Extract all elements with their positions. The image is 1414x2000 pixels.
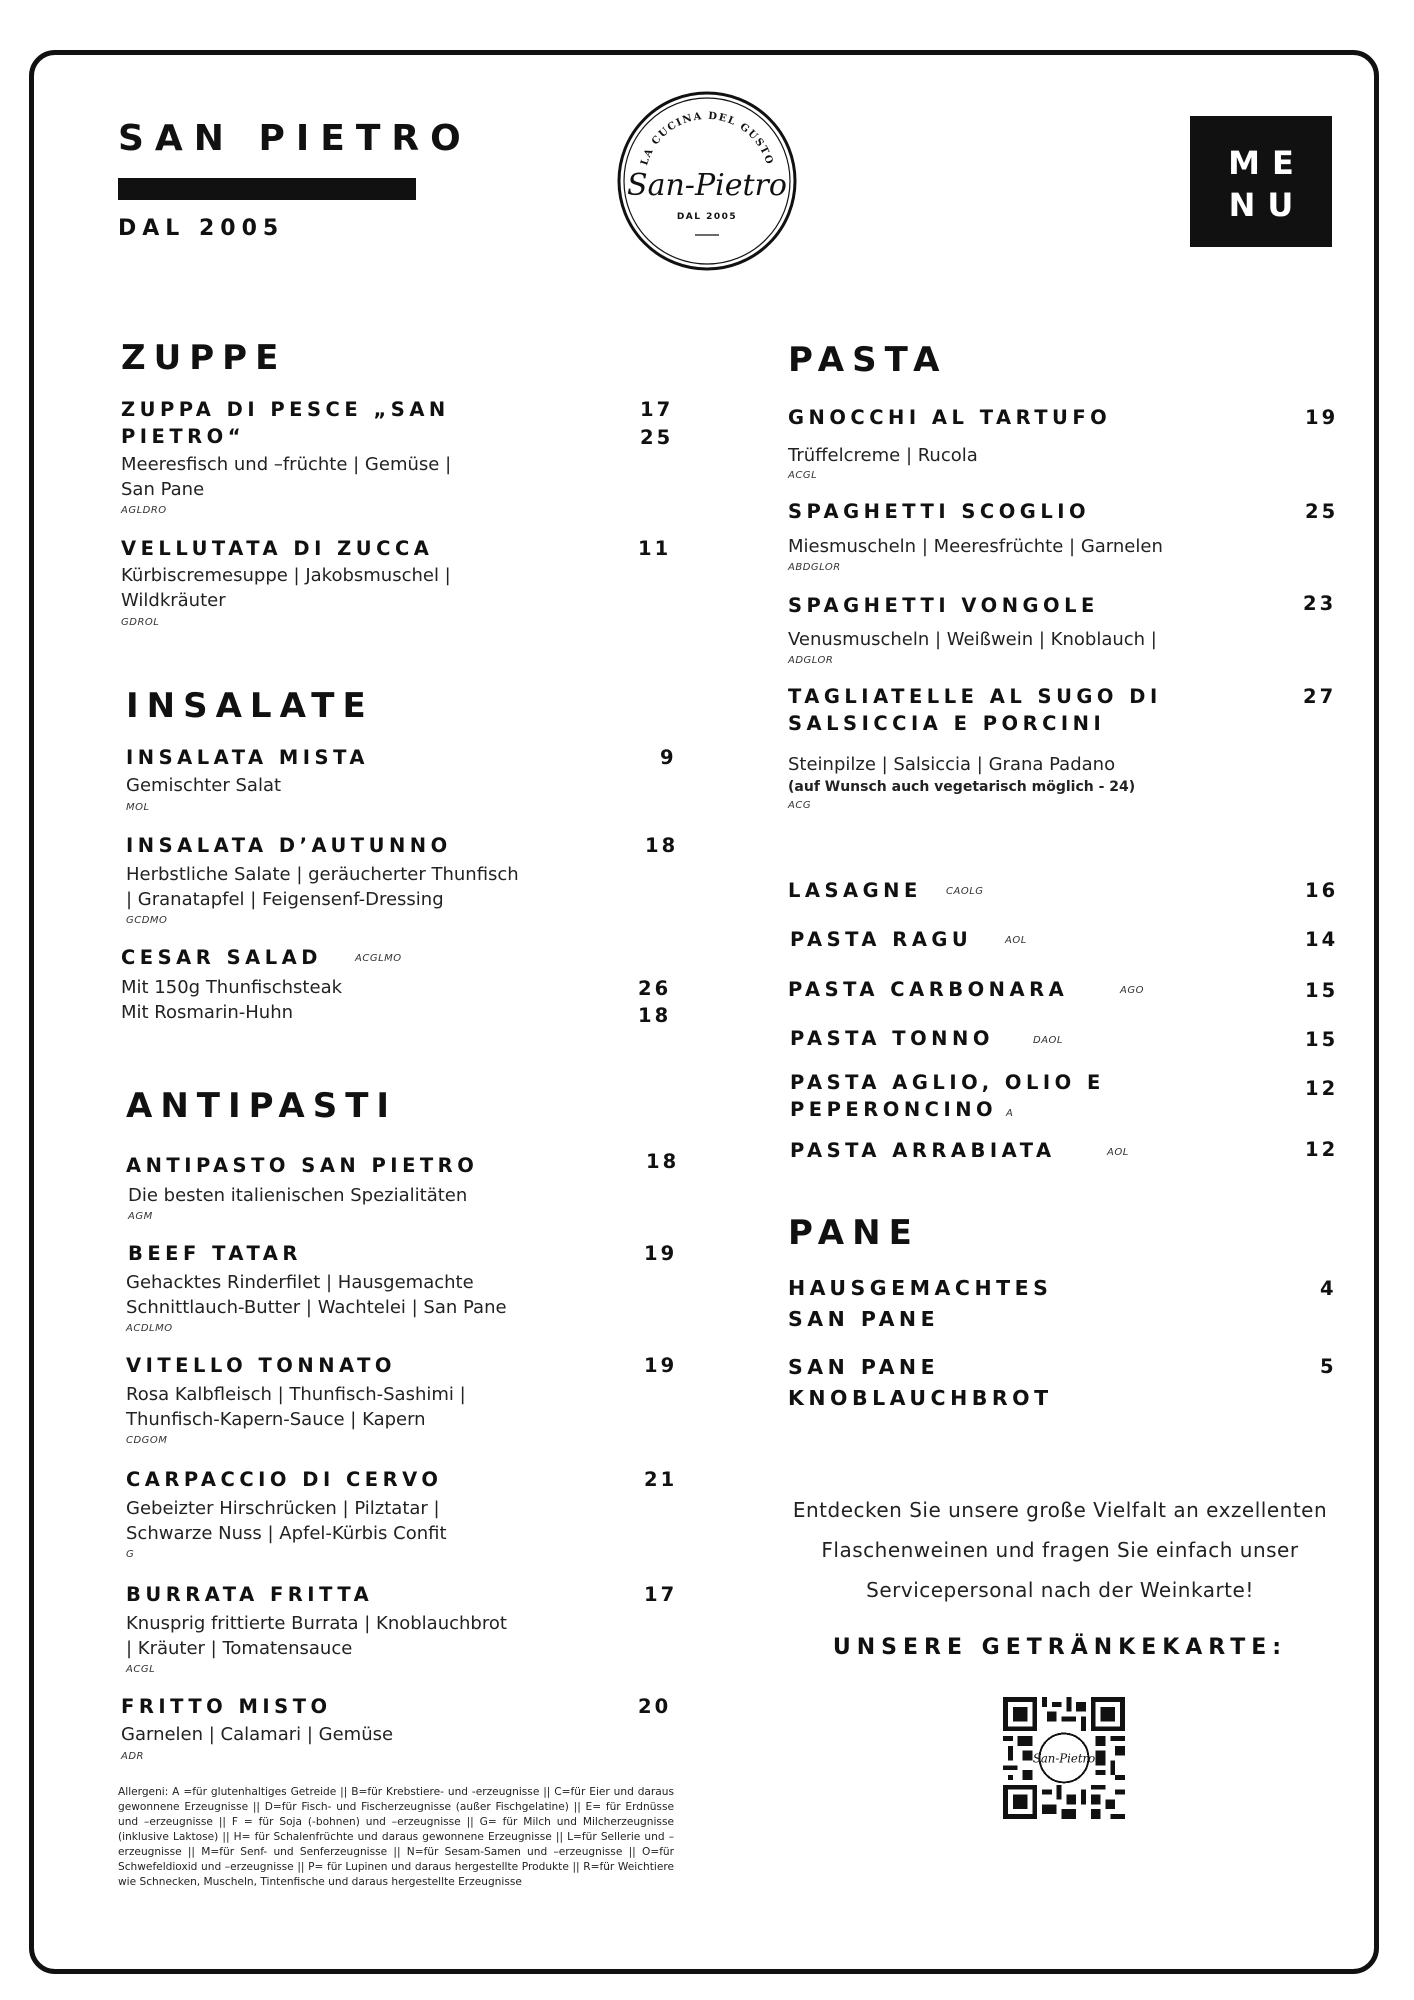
menu-item-name: CARPACCIO DI CERVO (126, 1468, 443, 1491)
menu-item-desc: San Pane (121, 479, 205, 500)
menu-item-allergens: AGLDRO (121, 505, 167, 516)
menu-item-desc: Thunfisch-Kapern-Sauce | Kapern (126, 1409, 426, 1430)
menu-item-price: 21 (644, 1468, 678, 1491)
menu-item-price: 26 (638, 977, 672, 1000)
menu-item-allergens: GCDMO (126, 915, 168, 926)
menu-item-desc: Schnittlauch-Butter | Wachtelei | San Pane (126, 1297, 507, 1318)
allergens-note: Allergeni: A =für glutenhaltiges Getreide || B=für Krebstiere- und -erzeugnisse || C=für Eier und daraus gewonnene Erzeugnisse || D=für Fisch- und Fischerzeugnisse (außer Fischgelatine) || E= für Erdnüsse und –erzeugnisse || F = für Soja (-bohnen) und –erzeugnisse || G= für Milch und Milcherzeugnisse (inklusive Laktose) || H= für Schalenfrüchte und daraus gewonnene Erzeugnisse || L=für Sellerie und –erzeugnisse || M=für Senf- und Senferzeugnisse || N=für Sesam-Samen und –erzeugnisse || O=für Schwefeldioxid und –erzeugnisse || P= für Lupinen und daraus hergestellte Produkte || R=für Weichtiere wie Schnecken, Muscheln, Tintenfische und daraus hergestellte Erzeugnisse (118, 1786, 674, 1888)
menu-item-name: PEPERONCINO (790, 1098, 998, 1121)
menu-item-allergens: ACGL (788, 470, 818, 481)
menu-item-allergens: G (126, 1549, 135, 1560)
menu-item-name: KNOBLAUCHBROT (788, 1386, 1053, 1410)
menu-item-allergens: AGO (1120, 985, 1144, 996)
section-title-antipasti: ANTIPASTI (126, 1086, 398, 1126)
menu-item-allergens: MOL (126, 802, 150, 813)
menu-item-price: 17 (640, 398, 674, 421)
menu-item-allergens: AOL (1107, 1147, 1129, 1158)
menu-item-price: 18 (638, 1004, 672, 1027)
menu-item-desc: Wildkräuter (121, 590, 226, 611)
menu-item-price: 23 (1303, 592, 1337, 615)
menu-item-desc: Venusmuscheln | Weißwein | Knoblauch | (788, 629, 1157, 650)
menu-item-price: 27 (1303, 685, 1337, 708)
menu-item-desc: Miesmuscheln | Meeresfrüchte | Garnelen (788, 536, 1163, 557)
menu-item-price: 14 (1305, 928, 1339, 951)
menu-item-desc: Gehacktes Rinderfilet | Hausgemachte (126, 1272, 474, 1293)
menu-item-name: INSALATA MISTA (126, 746, 369, 769)
menu-item-option: Mit Rosmarin-Huhn (121, 1002, 294, 1023)
menu-item-desc: Gebeizter Hirschrücken | Pilztatar | (126, 1498, 440, 1519)
logo-since: DAL 2005 (676, 212, 738, 222)
menu-item-name: SALSICCIA E PORCINI (788, 712, 1106, 735)
menu-item-price: 11 (638, 537, 672, 560)
menu-item-name: VITELLO TONNATO (126, 1354, 396, 1377)
menu-item-name: ANTIPASTO SAN PIETRO (126, 1154, 479, 1177)
menu-item-name: GNOCCHI AL TARTUFO (788, 406, 1112, 429)
menu-item-price: 19 (644, 1242, 678, 1265)
wine-info-text (780, 1490, 1340, 1610)
menu-item-price: 4 (1320, 1277, 1337, 1300)
menu-item-allergens: A (1006, 1108, 1014, 1119)
menu-badge (1190, 116, 1332, 247)
menu-item-allergens: DAOL (1033, 1035, 1063, 1046)
menu-item-price: 16 (1305, 879, 1339, 902)
section-title-pasta: PASTA (788, 340, 948, 380)
menu-label-line2: NU (1228, 186, 1306, 224)
section-title-insalate: INSALATE (126, 686, 374, 726)
menu-item-price: 25 (1305, 500, 1339, 523)
menu-item-allergens: ACDLMO (126, 1323, 173, 1334)
menu-item-name: PASTA AGLIO, OLIO E (790, 1071, 1105, 1094)
menu-item-desc: Meeresfisch und –früchte | Gemüse | (121, 454, 452, 475)
menu-item-name: INSALATA D’AUTUNNO (126, 834, 452, 857)
menu-item-option: Mit 150g Thunfischsteak (121, 977, 343, 998)
drinks-menu-qr-code[interactable] (1003, 1697, 1125, 1819)
menu-item-price: 18 (645, 834, 679, 857)
menu-item-name: PIETRO“ (121, 425, 246, 448)
restaurant-name: SAN PIETRO (118, 118, 472, 159)
menu-item-price: 18 (646, 1150, 680, 1173)
menu-item-desc: Herbstliche Salate | geräucherter Thunfisch (126, 864, 519, 885)
menu-item-allergens: ABDGLOR (788, 562, 841, 573)
since-label: DAL 2005 (118, 216, 285, 241)
section-title-zuppe: ZUPPE (121, 338, 287, 378)
menu-item-name: BURRATA FRITTA (126, 1583, 374, 1606)
menu-item-name: SPAGHETTI SCOGLIO (788, 500, 1091, 523)
menu-item-allergens: AGM (128, 1211, 153, 1222)
menu-item-name: HAUSGEMACHTES (788, 1276, 1053, 1300)
menu-item-name: BEEF TATAR (128, 1242, 302, 1265)
section-title-pane: PANE (788, 1213, 920, 1253)
wine-info-line: Servicepersonal nach der Weinkarte! (866, 1578, 1254, 1602)
menu-item-desc: Knusprig frittierte Burrata | Knoblauchbrot (126, 1613, 507, 1634)
restaurant-logo (615, 89, 799, 273)
menu-item-allergens: AOL (1005, 935, 1027, 946)
drinks-menu-heading: UNSERE GETRÄNKEKARTE: (832, 1635, 1288, 1660)
menu-item-desc: Kürbiscremesuppe | Jakobsmuschel | (121, 565, 451, 586)
menu-item-name: SPAGHETTI VONGOLE (788, 594, 1099, 617)
menu-item-note: (auf Wunsch auch vegetarisch möglich - 24) (788, 779, 1136, 795)
menu-item-name: ZUPPA DI PESCE „SAN (121, 398, 450, 421)
menu-item-allergens: CAOLG (946, 886, 984, 897)
menu-item-name: PASTA CARBONARA (788, 978, 1069, 1001)
menu-item-allergens: CDGOM (126, 1435, 168, 1446)
menu-item-allergens: ADGLOR (788, 655, 834, 666)
menu-item-price: 12 (1305, 1138, 1339, 1161)
menu-item-name: CESAR SALAD (121, 946, 322, 969)
menu-item-price: 12 (1305, 1077, 1339, 1100)
menu-item-price: 19 (1305, 406, 1339, 429)
menu-item-desc: Die besten italienischen Spezialitäten (128, 1185, 468, 1206)
menu-item-allergens: GDROL (121, 617, 160, 628)
wine-info-line: Entdecken Sie unsere große Vielfalt an exzellenten (792, 1498, 1328, 1522)
menu-item-name: SAN PANE (788, 1307, 940, 1331)
menu-item-price: 25 (640, 426, 674, 449)
menu-item-desc: Garnelen | Calamari | Gemüse (121, 1724, 394, 1745)
menu-item-allergens: ACGLMO (355, 953, 402, 964)
brand-bar (118, 178, 416, 200)
menu-item-name: SAN PANE (788, 1355, 940, 1379)
menu-item-price: 15 (1305, 979, 1339, 1002)
menu-item-price: 20 (638, 1695, 672, 1718)
menu-item-allergens: ADR (121, 1751, 144, 1762)
menu-item-price: 5 (1320, 1355, 1337, 1378)
logo-script-text: San-Pietro (627, 168, 787, 203)
menu-item-allergens: ACG (788, 800, 812, 811)
menu-item-name: VELLUTATA DI ZUCCA (121, 537, 434, 560)
menu-item-price: 9 (660, 746, 677, 769)
menu-item-desc: Rosa Kalbfleisch | Thunfisch-Sashimi | (126, 1384, 466, 1405)
menu-item-name: PASTA RAGU (790, 928, 973, 951)
menu-item-name: PASTA ARRABIATA (790, 1139, 1056, 1162)
menu-item-allergens: ACGL (126, 1664, 156, 1675)
wine-info-line: Flaschenweinen und fragen Sie einfach unser (821, 1538, 1299, 1562)
menu-item-price: 15 (1305, 1028, 1339, 1051)
menu-item-price: 19 (644, 1354, 678, 1377)
svg-text:LA CUCINA DEL GUSTO: LA CUCINA DEL GUSTO (639, 110, 775, 167)
menu-item-desc: Schwarze Nuss | Apfel-Kürbis Confit (126, 1523, 447, 1544)
menu-item-desc: Steinpilze | Salsiccia | Grana Padano (788, 754, 1116, 775)
menu-item-name: TAGLIATELLE AL SUGO DI (788, 685, 1162, 708)
menu-label-line1: ME (1228, 144, 1306, 182)
menu-item-name: FRITTO MISTO (121, 1695, 332, 1718)
menu-item-desc: | Kräuter | Tomatensauce (126, 1638, 353, 1659)
menu-item-price: 17 (644, 1583, 678, 1606)
menu-item-desc: Gemischter Salat (126, 775, 282, 796)
menu-item-name: PASTA TONNO (790, 1027, 994, 1050)
menu-item-desc: Trüffelcreme | Rucola (788, 445, 978, 466)
qr-logo-text: San-Pietro (1032, 1751, 1096, 1766)
menu-item-desc: | Granatapfel | Feigensenf-Dressing (126, 889, 444, 910)
menu-item-name: LASAGNE (788, 879, 922, 902)
